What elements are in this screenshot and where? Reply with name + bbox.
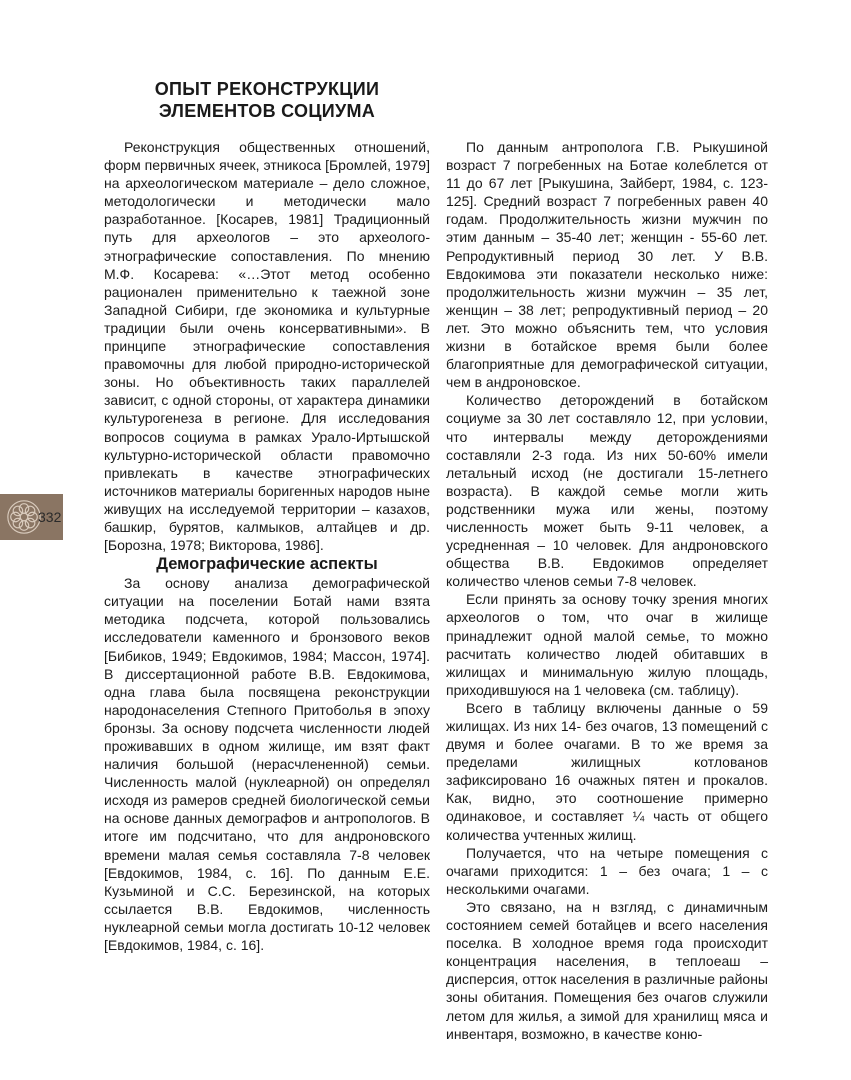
page-number: 332 — [38, 509, 62, 525]
page-title — [104, 78, 430, 122]
title-line-1: ОПЫТ РЕКОНСТРУКЦИИ — [154, 79, 380, 99]
paragraph: Количество деторождений в ботайском социуме за 30 лет составляло 12, при условии, что интервалы между деторождениями составляли 2-3 года. Из них 50-60% имели летальный исход (не достигали 15-летнего возраста). В каждой семье могли жить родственники мужа или жены, поэтому численность может быть 9-11 человек, а усредненная – 10 человек. Для андроновского общества В.В. Евдокимов определяет количество членов семьи 7-8 человек. — [446, 392, 768, 590]
title-line-2: ЭЛЕМЕНТОВ СОЦИУМА — [158, 101, 376, 121]
paragraph: Если принять за основу точку зрения многих археологов о том, что очаг в жилище принадлежит одной малой семье, то можно расчитать количество людей обитавших в жилищах и минимальную жилую площадь, приходившуюся на 1 человека (см. таблицу). — [446, 591, 768, 698]
paragraph: По данным антрополога Г.В. Рыкушиной возраст 7 погребенных на Ботае колеблется от 11 до 67 лет [Рыкушина, Зайберт, 1984, с. 123-125]. Средний возраст 7 погребенных равен 40 годам. Продолжительность жизни мужчин по этим данным – 35-40 лет; женщин - 55-60 лет. Репродуктивный период 30 лет. У В.В. Евдокимова эти показатели несколько ниже: продолжительность жизни мужчин – 35 лет, женщин – 38 лет; репродуктивный период – 20 лет. Это можно объяснить тем, что условия жизни в ботайское время были более благоприятные для демографической ситуации, чем в андроновское. — [446, 139, 768, 391]
paragraph: Это связано, на н взгляд, с динамичным состоянием семей ботайцев и всего населения поселка. В холодное время года происходит концентрация населения, в теплоеаш – дисперсия, отток населения в различные районы зоны обитания. Помещения без очагов служили летом для жилья, а зимой для хранилищ мяса и инвентаря, возможно, в качестве коню- — [446, 898, 768, 1042]
paragraph: Реконструкция общественных отношений, форм первичных ячеек, этникоса [Бромлей, 1979] на археологическом материале – дело сложное, методологически и методически мало разработанное. [Косарев, 1981] Традиционный путь для археологов – это археолого-этнографические сопоставления. По мнению М.Ф. Косарева: «…Этот метод особенно рационален применительно к таежной зоне Западной Сибири, где экономика и культурные традиции были очень консервативными». В принципе этнографические сопоставления правомочны для любой природно-исторической зоны. Но объективность таких параллелей зависит, с одной стороны, от характера динамики культурогенеза в регионе. Для исследования вопросов социума в рамках Урало-Иртышской культурно-исторической области правомочно привлекать в качестве этнографических источников материалы боригенных народов ныне живущих на исследуемой территории – казахов, башкир, бурятов, калмыков, алтайцев и др. [Борозна, 1978; Викторова, 1986]. — [104, 139, 430, 554]
section-heading: Демографические аспекты — [156, 555, 378, 574]
right-column — [446, 138, 768, 1043]
page-number-tab — [0, 494, 63, 540]
paragraph: За основу анализа демографической ситуации на поселении Ботай нами взята методика подсчета, которой пользовались исследователи каменного и бронзового веков [Бибиков, 1949; Евдокимов, 1984; Массон, 1974]. В диссертационной работе В.В. Евдокимова, одна глава была посвящена реконструкции народонаселения Степного Притоболья в эпоху бронзы. За основу подсчета численности людей проживавших в одном жилище, им взят факт наличия большой (нерасчлененной) семьи. Численность малой (нуклеарной) он определял исходя из рамеров средней биологической семьи на основе данных демографов и антропологов. В итоге им подсчитано, что для андроновского времени малая семья составляла 7-8 человек [Евдокимов, 1984, с. 16]. По данным Е.Е. Кузьминой и С.С. Березинской, на которых ссылается В.В. Евдокимов, численность нуклеарной семьи могла достигать 10-12 человек [Евдокимов, 1984, с. 16]. — [104, 575, 430, 954]
left-column — [104, 138, 430, 954]
paragraph: Получается, что на четыре помещения с очагами приходится: 1 – без очага; 1 – с несколькими очагами. — [446, 844, 768, 897]
paragraph: Всего в таблицу включены данные о 59 жилищах. Из них 14- без очагов, 13 помещений с двумя и более очагами. В то же время за пределами жилищных котлованов зафиксировано 16 очажных пятен и прокалов. Как, видно, это соотношение примерно одинаковое, и составляет ¼ часть от общего количества учтенных жилищ. — [446, 699, 768, 843]
